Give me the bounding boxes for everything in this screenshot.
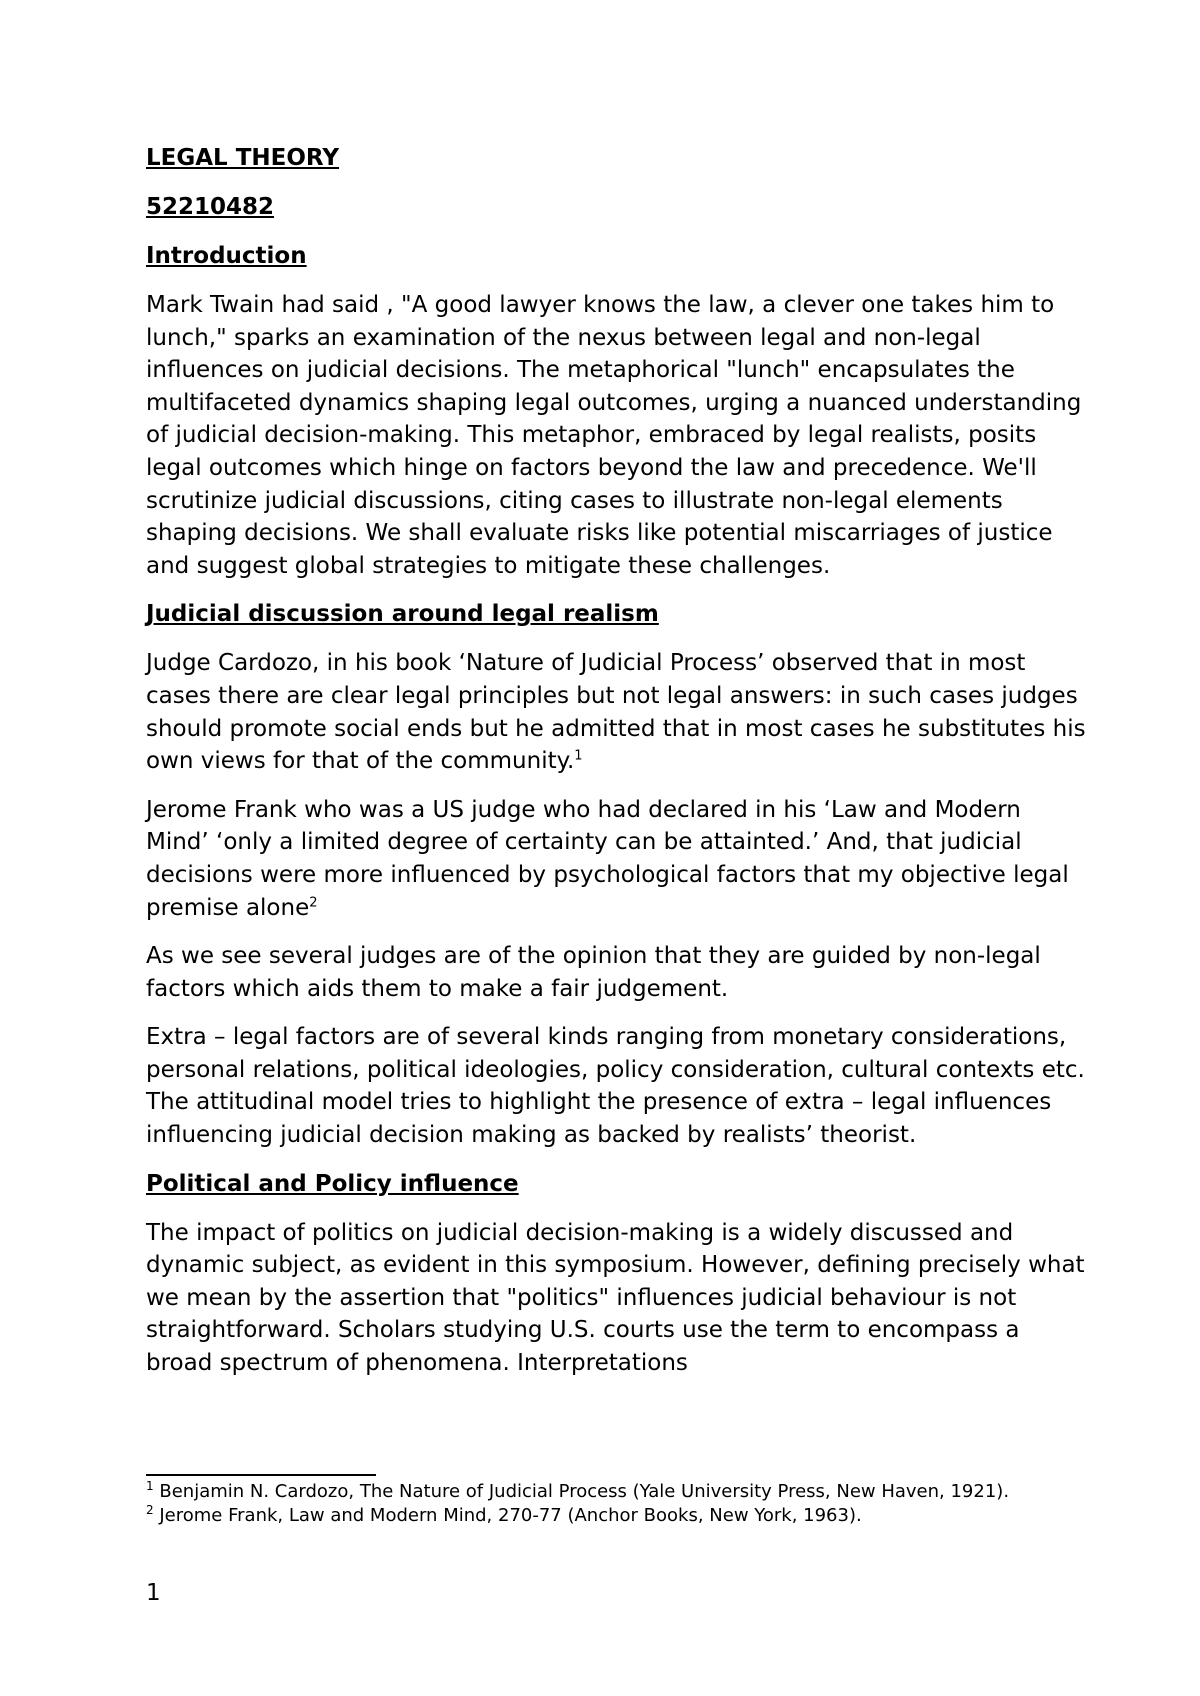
footnote-ref-1[interactable]: 1 — [574, 748, 583, 764]
section-heading-introduction: Introduction — [146, 243, 307, 269]
footnotes — [146, 1480, 1066, 1528]
paragraph-political: The impact of politics on judicial decision-making is a widely discussed and dynamic subject, as evident in this symposium. However, defining precisely what we mean by the assertion that "politics" influences judicial behaviour is not straightforward. Scholars studying U.S. courts use the term to encompass a broad spectrum of phenomena. Interpretations — [146, 1219, 1085, 1377]
document-body — [146, 142, 1086, 1396]
paragraph-cardozo — [146, 647, 1086, 777]
footnote-separator — [146, 1474, 376, 1476]
footnote-item — [146, 1480, 1066, 1504]
paragraph-introduction: Mark Twain had said , "A good lawyer knows the law, a clever one takes him to lunch," sparks an examination of the nexus between legal and non-legal influences on judicial decisions. The metaphorical "lunch" encapsulates the multifaceted dynamics shaping legal outcomes, urging a nuanced understanding of judicial decision-making. This metaphor, embraced by legal realists, posits legal outcomes which hinge on factors beyond the law and precedence. We'll scrutinize judicial discussions, citing cases to illustrate non-legal elements shaping decisions. We shall evaluate risks like potential miscarriages of justice and suggest global strategies to mitigate these challenges. — [146, 292, 1082, 579]
page-number: 1 — [146, 1580, 161, 1606]
footnote-text: Benjamin N. Cardozo, The Nature of Judicial Process (Yale University Press, New Haven, 1921). — [153, 1481, 1010, 1502]
document-title: LEGAL THEORY — [146, 145, 340, 171]
student-id: 52210482 — [146, 194, 275, 220]
paragraph-frank — [146, 794, 1086, 924]
paragraph-frank-text: Jerome Frank who was a US judge who had declared in his ‘Law and Modern Mind’ ‘only a limited degree of certainty can be attainted.’ And, that judicial decisions were more influenced by psychological factors that my objective legal premise alone — [146, 796, 1069, 921]
footnote-text: Jerome Frank, Law and Modern Mind, 270-77 (Anchor Books, New York, 1963). — [153, 1505, 862, 1526]
footnote-item — [146, 1504, 1066, 1528]
paragraph-cardozo-text: Judge Cardozo, in his book ‘Nature of Judicial Process’ observed that in most cases there are clear legal principles but not legal answers: in such cases judges should promote social ends but he admitted that in most cases he substitutes his own views for that of the community. — [146, 650, 1086, 775]
paragraph-judges: As we see several judges are of the opinion that they are guided by non-legal factors which aids them to make a fair judgement. — [146, 943, 1041, 1002]
footnote-ref-2[interactable]: 2 — [309, 894, 318, 910]
paragraph-extra-legal: Extra – legal factors are of several kinds ranging from monetary considerations, personal relations, political ideologies, policy consideration, cultural contexts etc. The attitudinal model tries to highlight the presence of extra – legal influences influencing judicial decision making as backed by realists’ theorist. — [146, 1024, 1085, 1149]
footnote-number: 2 — [146, 1503, 154, 1517]
section-heading-political: Political and Policy influence — [146, 1170, 519, 1197]
footnote-number: 1 — [146, 1479, 154, 1493]
section-heading-legal-realism: Judicial discussion around legal realism — [146, 601, 659, 628]
